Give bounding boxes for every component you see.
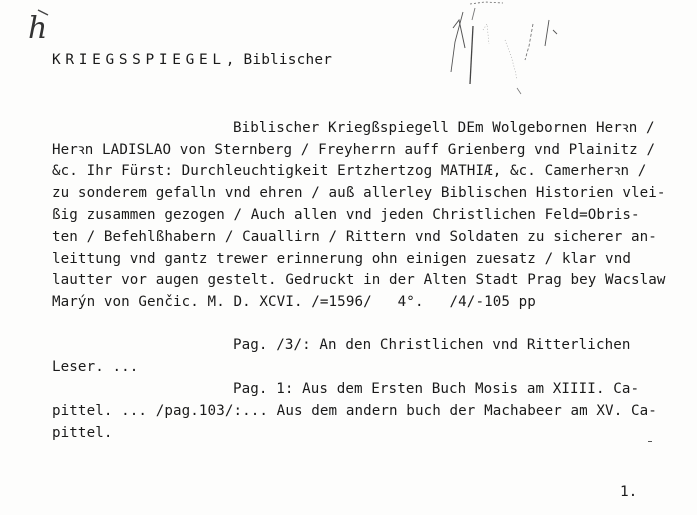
- page-number: 1.: [620, 484, 638, 500]
- text-line: ßig zusammen gezogen / Auch allen vnd jeden Christlichen Feld=Obris-: [52, 207, 640, 223]
- card-heading: [52, 52, 332, 68]
- pencil-dash: [648, 441, 652, 442]
- pencil-scribbles: [425, 0, 575, 100]
- text-line: Herꝛn LADISLAO von Sternberg / Freyherrn auff Grienberg vnd Plainitz /: [52, 142, 656, 158]
- text-line: lautter vor augen gestelt. Gedruckt in der Alten Stadt Prag bey Wacslaw: [52, 272, 666, 288]
- text-line: ten / Befehlßhabern / Cauallirn / Rittern vnd Soldaten zu sicherer an-: [52, 229, 657, 245]
- text-line: &c. Ihr Fürst: Durchleuchtigkeit Ertzhertzog MATHIÆ, &c. Camerherꝛn /: [52, 163, 647, 179]
- heading-title: KRIEGSSPIEGEL: [52, 52, 226, 68]
- handwritten-letter: h: [28, 11, 48, 46]
- text-line: Pag. /3/: An den Christlichen vnd Ritterlichen: [233, 337, 631, 353]
- text-line: leittung vnd gantz trewer erinnerung ohn einigen zuesatz / klar vnd: [52, 251, 631, 267]
- text-line: pittel.: [52, 425, 113, 441]
- text-line: pittel. ... /pag.103/:... Aus dem andern buch der Machabeer am XV. Ca-: [52, 403, 657, 419]
- text-line: Leser. ...: [52, 359, 139, 375]
- text-line: Biblischer Kriegßspiegell DEm Wolgebornen Herꝛn /: [233, 120, 655, 136]
- text-line: Pag. 1: Aus dem Ersten Buch Mosis am XIIII. Ca-: [233, 381, 640, 397]
- handwritten-mark-h: [26, 4, 66, 48]
- text-line: zu sonderem gefalln vnd ehren / auß allerley Biblischen Historien vlei-: [52, 185, 666, 201]
- heading-subtitle: , Biblischer: [225, 52, 333, 68]
- text-line: Marýn von Genčic. M. D. XCVI. /=1596/ 4°. /4/-105 pp: [52, 294, 536, 310]
